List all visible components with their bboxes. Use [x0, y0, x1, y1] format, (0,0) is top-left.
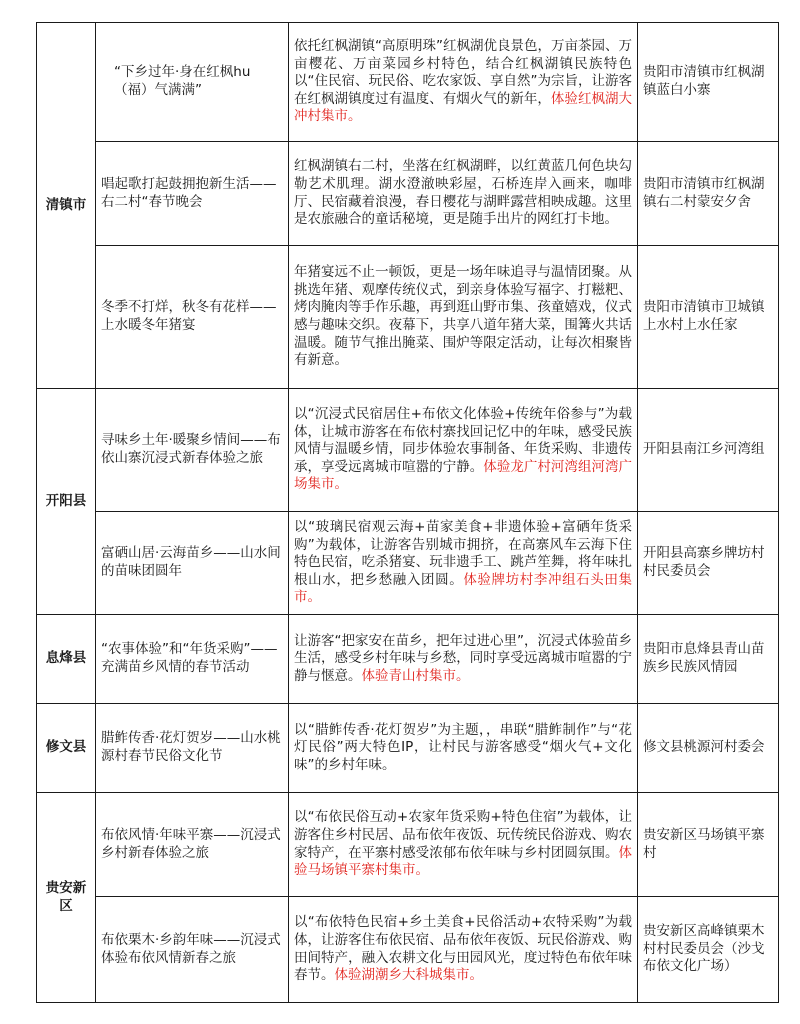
activity-description: 让游客“把家安在苗乡，把年过进心里”，沉浸式体验苗乡生活，感受乡村年味与乡愁，同时享受远离城市喧嚣的宁静与惬意。体验青山村集市。	[289, 615, 638, 704]
market-highlight: 体验青山村集市。	[361, 667, 470, 684]
table-row	[37, 23, 779, 142]
activity-description: 以“布依特色民宿+乡土美食+民俗活动+农特采购”为载体，让游客住布依民宿、品布依年夜饭、玩民俗游戏、购田间特产，融入农耕文化与田园风光，度过特色布依年味春节。体验湖潮乡大科城集市。	[289, 897, 638, 1003]
activity-name: “农事体验”和“年货采购”——充满苗乡风情的春节活动	[96, 615, 289, 704]
table-row	[37, 389, 779, 512]
market-highlight: 体验红枫湖大冲村集市。	[294, 90, 633, 125]
location-cell: 贵阳市息烽县青山苗族乡民族风情园	[638, 615, 779, 704]
activity-name: “下乡过年·身在红枫hu（福）气满满”	[96, 23, 289, 142]
activity-description: 以“腊鲊传香·花灯贺岁”为主题，，串联“腊鲊制作”与“花灯民俗”两大特色IP，让村民与游客感受“烟火气+文化味”的乡村年味。	[289, 704, 638, 793]
activity-description: 年猪宴远不止一顿饭，更是一场年味追寻与温情团聚。从挑选年猪、观摩传统仪式，到亲身体验写福字、打糍粑、烤肉腌肉等手作乐趣，再到逛山野市集、孩童嬉戏，仪式感与趣味交织。夜幕下，共享八道年猪大菜，围篝火共话温暖。随节气推出腌菜、围炉等限定活动，让每次相聚皆有新意。	[289, 246, 638, 389]
location-cell: 贵安新区马场镇平寨村	[638, 793, 779, 897]
county-cell: 息烽县	[37, 615, 96, 704]
county-cell: 修文县	[37, 704, 96, 793]
location-cell: 贵阳市清镇市卫城镇上水村上水任家	[638, 246, 779, 389]
activity-description: 以“玻璃民宿观云海+苗家美食+非遗体验+富硒年货采购”为载体，让游客告别城市拥挤，在高寨风车云海下住特色民宿，吃杀猪宴、玩非遗手工、跳芦笙舞，将年味扎根山水，把乡愁融入团圆。体验牌坊村李冲组石头田集市。	[289, 512, 638, 615]
activity-name: 寻味乡土年·暖聚乡情间——布依山寨沉浸式新春体验之旅	[96, 389, 289, 512]
county-cell: 开阳县	[37, 389, 96, 615]
activity-table	[36, 22, 779, 1003]
activity-name: 冬季不打烊，秋冬有花样——上水暖冬年猪宴	[96, 246, 289, 389]
activity-description: 红枫湖镇右二村，坐落在红枫湖畔，以红黄蓝几何色块勾勒艺术肌理。湖水澄澈映彩屋，石桥连岸入画来，咖啡厅、民宿藏着浪漫，春日樱花与湖畔露营相映成趣。这里是农旅融合的童话秘境，更是随手出片的网红打卡地。	[289, 142, 638, 246]
table-row	[37, 793, 779, 897]
market-highlight: 体验牌坊村李冲组石头田集市。	[294, 571, 633, 606]
location-cell: 贵阳市清镇市红枫湖镇右二村蒙安夕舍	[638, 142, 779, 246]
location-cell: 开阳县高寨乡牌坊村村民委员会	[638, 512, 779, 615]
market-highlight: 体验马场镇平寨村集市。	[294, 844, 632, 879]
location-cell: 贵阳市清镇市红枫湖镇蓝白小寨	[638, 23, 779, 142]
activity-name: 布依风情·年味平寨——沉浸式乡村新春体验之旅	[96, 793, 289, 897]
activity-description: 依托红枫湖镇“高原明珠”红枫湖优良景色，万亩茶园、万亩樱花、万亩菜园乡村特色，结合红枫湖镇民族特色以“住民宿、玩民俗、吃农家饭、享自然”为宗旨，让游客在红枫湖镇度过有温度、有烟火气的新年，体验红枫湖大冲村集市。	[289, 23, 638, 142]
market-highlight: 体验湖潮乡大科城集市。	[334, 967, 483, 984]
county-cell: 贵安新区	[37, 793, 96, 1003]
location-cell: 修文县桃源河村委会	[638, 704, 779, 793]
activity-name: 富硒山居·云海苗乡——山水间的苗味团圆年	[96, 512, 289, 615]
activity-description: 以“布依民俗互动+农家年货采购+特色住宿”为载体，让游客住乡村民居、品布依年夜饭、玩传统民俗游戏、购农家特产，在平寨村感受浓郁布依年味与乡村团圆氛围。体验马场镇平寨村集市。	[289, 793, 638, 897]
table-row	[37, 897, 779, 1003]
activity-name: 唱起歌打起鼓拥抱新生活——右二村“春节晚会	[96, 142, 289, 246]
location-cell: 开阳县南江乡河湾组	[638, 389, 779, 512]
activity-name: 布依栗木·乡韵年味——沉浸式体验布依风情新春之旅	[96, 897, 289, 1003]
table-row	[37, 704, 779, 793]
county-cell: 清镇市	[37, 23, 96, 389]
table-row	[37, 512, 779, 615]
table-row	[37, 142, 779, 246]
activity-name: 腊鲊传香·花灯贺岁——山水桃源村春节民俗文化节	[96, 704, 289, 793]
market-highlight: 体验龙广村河湾组河湾广场集市。	[294, 458, 633, 493]
location-cell: 贵安新区高峰镇栗木村村民委员会（沙戈布依文化广场）	[638, 897, 779, 1003]
activity-description: 以“沉浸式民宿居住+布依文化体验+传统年俗参与”为载体，让城市游客在布依村寨找回记忆中的年味，感受民族风情与温暖乡情，同步体验农事制备、年货采购、非遗传承，享受远离城市喧嚣的宁静。体验龙广村河湾组河湾广场集市。	[289, 389, 638, 512]
table-row	[37, 615, 779, 704]
table-row	[37, 246, 779, 389]
